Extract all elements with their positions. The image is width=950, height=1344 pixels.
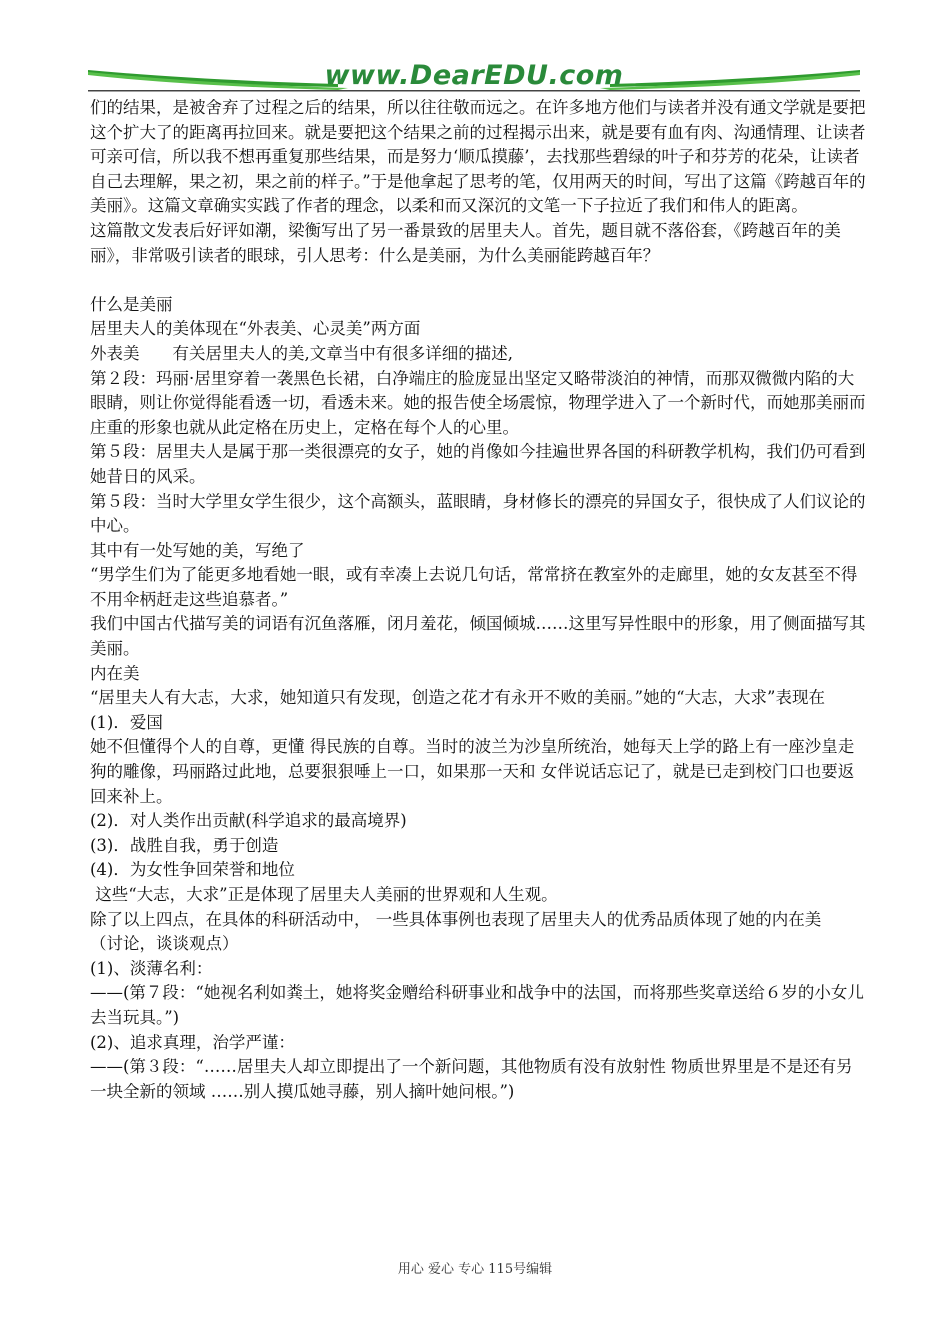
page-footer: 用心 爱心 专心 115号编辑 <box>397 1262 553 1277</box>
paragraph: 这篇散文发表后好评如潮，梁衡写出了另一番景致的居里夫人。首先，题目就不落俗套，《跨越百年的美丽》，非常吸引读者的眼球，引人思考：什么是美丽，为什么美丽能跨越百年？ <box>90 220 841 265</box>
site-logo: www.DearEDU.com <box>324 60 624 91</box>
paragraph: 第２段：玛丽·居里穿着一袭黑色长裙，白净端庄的脸庞显出坚定又略带淡泊的神情，而那双微微内陷的大眼睛，则让你觉得能看透一切，看透未来。她的报告使全场震惊，物理学进入了一个新时代，而她那美丽而庄重的形象也就从此定格在历史上，定格在每个人的心里。 <box>90 368 866 437</box>
paragraph: 外表美 有关居里夫人的美,文章当中有很多详细的描述, <box>90 343 513 363</box>
paragraph: 我们中国古代描写美的词语有沉鱼落雁，闭月羞花，倾国倾城……这里写异性眼中的形象，用了侧面描写其美丽。 <box>90 614 866 659</box>
paragraph: 除了以上四点，在具体的科研活动中， 一些具体事例也表现了居里夫人的优秀品质体现了她的内在美 <box>90 909 822 929</box>
list-item: (3)．战胜自我，勇于创造 <box>90 835 279 855</box>
paragraph: （讨论，谈谈观点） <box>90 934 239 954</box>
paragraph: ——(第３段：“……居里夫人却立即提出了一个新问题，其他物质有没有放射性 物质世界里是不是还有另一块全新的领域 ……别人摸瓜她寻藤，别人摘叶她问根。”) <box>90 1057 853 1101</box>
section-heading: 内在美 <box>90 663 140 683</box>
paragraph: 第５段：当时大学里女学生很少，这个高额头，蓝眼睛，身材修长的漂亮的异国女子，很快成了人们议论的中心。 <box>90 491 866 536</box>
paragraph: 居里夫人的美体现在“外表美、心灵美”两方面 <box>90 319 421 339</box>
list-item: (1)．爱国 <box>90 712 163 732</box>
list-item: (2)．对人类作出贡献(科学追求的最高境界) <box>90 811 407 831</box>
paragraph: 其中有一处写她的美，写绝了 <box>90 540 305 560</box>
paragraph: 这些“大志，大求”正是体现了居里夫人美丽的世界观和人生观。 <box>90 885 558 904</box>
quote: “居里夫人有大志，大求，她知道只有发现，创造之花才有永开不败的美丽。”她的“大志，大求”表现在 <box>90 688 825 708</box>
list-item: (1)、淡薄名利： <box>90 958 213 978</box>
blank-line <box>90 268 866 293</box>
list-item: (4)．为女性争回荣誉和地位 <box>90 860 295 880</box>
paragraph: 们的结果，是被舍弃了过程之后的结果，所以往往敬而远之。在许多地方他们与读者并没有通文学就是要把这个扩大了的距离再拉回来。就是要把这个结果之前的过程揭示出来，就是要有血有肉、沟通情理、让读者可亲可信，所以我不想再重复那些结果，而是努力‘顺瓜摸藤’，去找那些碧绿的叶子和芬芳的花朵，让读者自己去理解，果之初，果之前的样子。”于是他拿起了思考的笔，仅用两天的时间，写出了这篇《跨越百年的美丽》。这篇文章确实实践了作者的理念，以柔和而又深沉的文笔一下子拉近了我们和伟人的距离。 <box>90 98 866 216</box>
section-heading: 什么是美丽 <box>90 294 173 314</box>
list-item: (2)、追求真理，治学严谨： <box>90 1032 295 1052</box>
paragraph: 第５段：居里夫人是属于那一类很漂亮的女子，她的肖像如今挂遍世界各国的科研教学机构，我们仍可看到她昔日的风采。 <box>90 442 866 486</box>
paragraph: ——(第７段：“她视名利如粪土，她将奖金赠给科研事业和战争中的法国，而将那些奖章送给６岁的小女儿去当玩具。”) <box>90 983 864 1027</box>
site-header-banner <box>88 58 860 98</box>
document-body <box>90 96 866 1104</box>
quote: “男学生们为了能更多地看她一眼，或有幸凑上去说几句话，常常挤在教室外的走廊里，她的女友甚至不得不用伞柄赶走这些追慕者。” <box>90 565 858 609</box>
paragraph: 她不但懂得个人的自尊，更懂 得民族的自尊。当时的波兰为沙皇所统治，她每天上学的路上有一座沙皇走狗的雕像，玛丽路过此地，总要狠狠唾上一口，如果那一天和 女伴说话忘记了，就是已走到校门口也要返回来补上。 <box>90 737 855 806</box>
